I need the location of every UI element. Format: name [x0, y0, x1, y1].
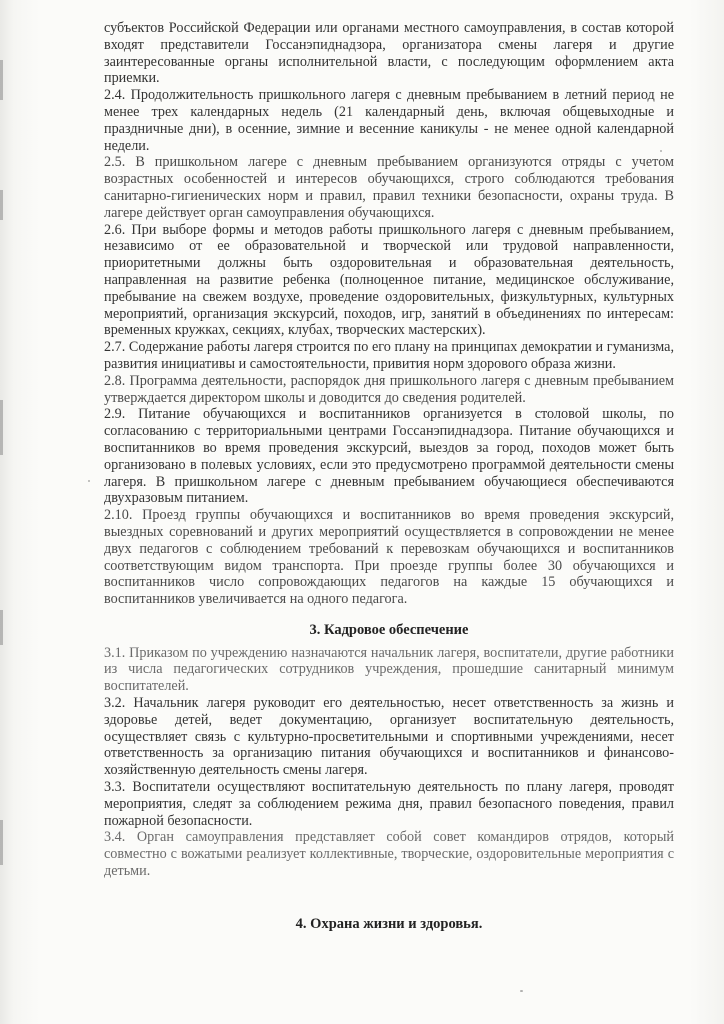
paragraph: 2.5. В пришкольном лагере с дневным пребыванием организуются отряды с учетом возрастных особенностей и интересов обучающихся, строго соблюдаются требования санитарно-гигиенических норм и правил, правил техники безопасности, охраны труда. В лагере действует орган самоуправления обучающихся. — [104, 154, 674, 221]
paragraph: 2.7. Содержание работы лагеря строится по его плану на принципах демократии и гуманизма, развития инициативы и самостоятельности, привития норм здорового образа жизни. — [104, 339, 674, 372]
paragraph: 3.3. Воспитатели осуществляют воспитательную деятельность по плану лагеря, проводят мероприятия, следят за соблюдением режима дня, правил безопасного поведения, правил пожарной безопасности. — [104, 779, 674, 829]
document-body — [104, 20, 674, 933]
scan-edge-mark — [0, 190, 3, 220]
paragraph: 2.6. При выборе формы и методов работы пришкольного лагеря с дневным пребыванием, независимо от ее образовательной и творческой или трудовой направленности, приоритетными должны быть оздоровительная и образовательная деятельность, направленная на развитие ребенка (полноценное питание, медицинское обслуживание, пребывание на свежем воздухе, проведение оздоровительных, физкультурных, культурных мероприятий, организация экскурсий, походов, игр, занятий в объединениях по интересам: временных кружках, секциях, клубах, творческих мастерских). — [104, 221, 674, 339]
section-heading: 4. Охрана жизни и здоровья. — [295, 915, 483, 932]
paragraph: 3.1. Приказом по учреждению назначаются начальник лагеря, воспитатели, другие работники из числа педагогических сотрудников учреждения, прошедшие санитарный минимум воспитателей. — [104, 644, 674, 695]
section-heading: 3. Кадровое обеспечение — [309, 621, 469, 638]
paragraph: субъектов Российской Федерации или органами местного самоуправления, в состав которой входят представители Госсанэпиднадзора, организатора смены лагеря и другие заинтересованные органы исполнительной власти, с последующим оформлением акта приемки. — [104, 20, 674, 87]
scan-edge-mark — [0, 610, 3, 645]
paragraph: 3.2. Начальник лагеря руководит его деятельностью, несет ответственность за жизнь и здоровье детей, ведет документацию, организует воспитательную деятельность, осуществляет связь с культурно-просветительными и спортивными учреждениями, несет ответственность за организацию питания обучающихся и воспитанников и финансово-хозяйственную деятельность смены лагеря. — [104, 695, 674, 779]
scan-speck — [520, 990, 523, 992]
scan-edge-mark — [0, 60, 3, 100]
scan-speck — [660, 150, 662, 152]
paragraph: 2.10. Проезд группы обучающихся и воспитанников во время проведения экскурсий, выездных соревнований и других мероприятий осуществляется в сопровождении не менее двух педагогов с соблюдением требований к перевозкам обучающихся и воспитанников соответствующим видом транспорта. При проезде группы более 30 обучающихся и воспитанников число сопровождающих педагогов на каждые 15 обучающихся и воспитанников увеличивается на одного педагога. — [104, 507, 674, 608]
paragraph: 2.4. Продолжительность пришкольного лагеря с дневным пребыванием в летний период не менее трех календарных недель (21 календарный день, включая общевыходные и праздничные дни), в осенние, зимние и весенние каникулы - не менее одной календарной недели. — [104, 87, 674, 154]
scan-edge-mark — [0, 820, 3, 865]
paragraph: 3.4. Орган самоуправления представляет собой совет командиров отрядов, который совместно с вожатыми реализует коллективные, творческие, оздоровительные мероприятия с детьми. — [104, 829, 674, 880]
scan-speck — [88, 480, 90, 482]
paragraph: 2.9. Питание обучающихся и воспитанников организуется в столовой школы, по согласованию с территориальными центрами Госсанэпиднадзора. Питание обучающихся и воспитанников во время проведения экскурсий, выездов за город, походов может быть организовано в полевых условиях, если это предусмотрено программой деятельности смены лагеря. В пришкольном лагере с дневным пребыванием обучающиеся обеспечиваются двухразовым питанием. — [104, 406, 674, 507]
paragraph: 2.8. Программа деятельности, распорядок дня пришкольного лагеря с дневным пребыванием утверждается директором школы и доводится до сведения родителей. — [104, 372, 674, 406]
scan-edge-mark — [0, 400, 3, 455]
